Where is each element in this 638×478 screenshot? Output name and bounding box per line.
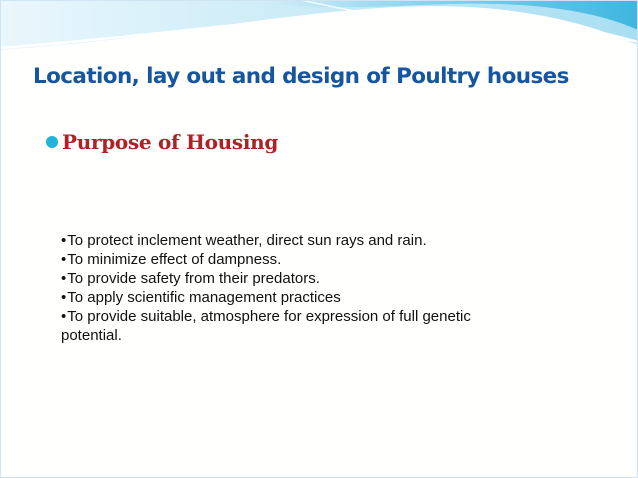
list-item xyxy=(61,307,521,345)
list-item xyxy=(61,250,521,269)
bullet-mark: • xyxy=(61,289,67,306)
header-wave-decoration xyxy=(0,0,638,60)
list-item-text: To provide suitable, atmosphere for expression of full genetic potential. xyxy=(61,308,471,344)
bullet-mark: • xyxy=(61,251,67,268)
bullet-dot-icon xyxy=(46,136,58,148)
list-item-text: To provide safety from their predators. xyxy=(67,270,320,287)
subheading xyxy=(46,130,278,154)
bullet-mark: • xyxy=(61,270,67,287)
subheading-text: Purpose of Housing xyxy=(62,130,279,154)
list-item xyxy=(61,288,521,307)
list-item-text: To minimize effect of dampness. xyxy=(67,251,282,268)
list-item-text: To protect inclement weather, direct sun rays and rain. xyxy=(67,232,427,249)
purpose-list xyxy=(61,231,521,345)
bullet-mark: • xyxy=(61,232,67,249)
list-item xyxy=(61,231,521,250)
slide-title: Location, lay out and design of Poultry houses xyxy=(33,64,569,89)
list-item-text: To apply scientific management practices xyxy=(67,289,341,306)
list-item xyxy=(61,269,521,288)
bullet-mark: • xyxy=(61,308,67,325)
